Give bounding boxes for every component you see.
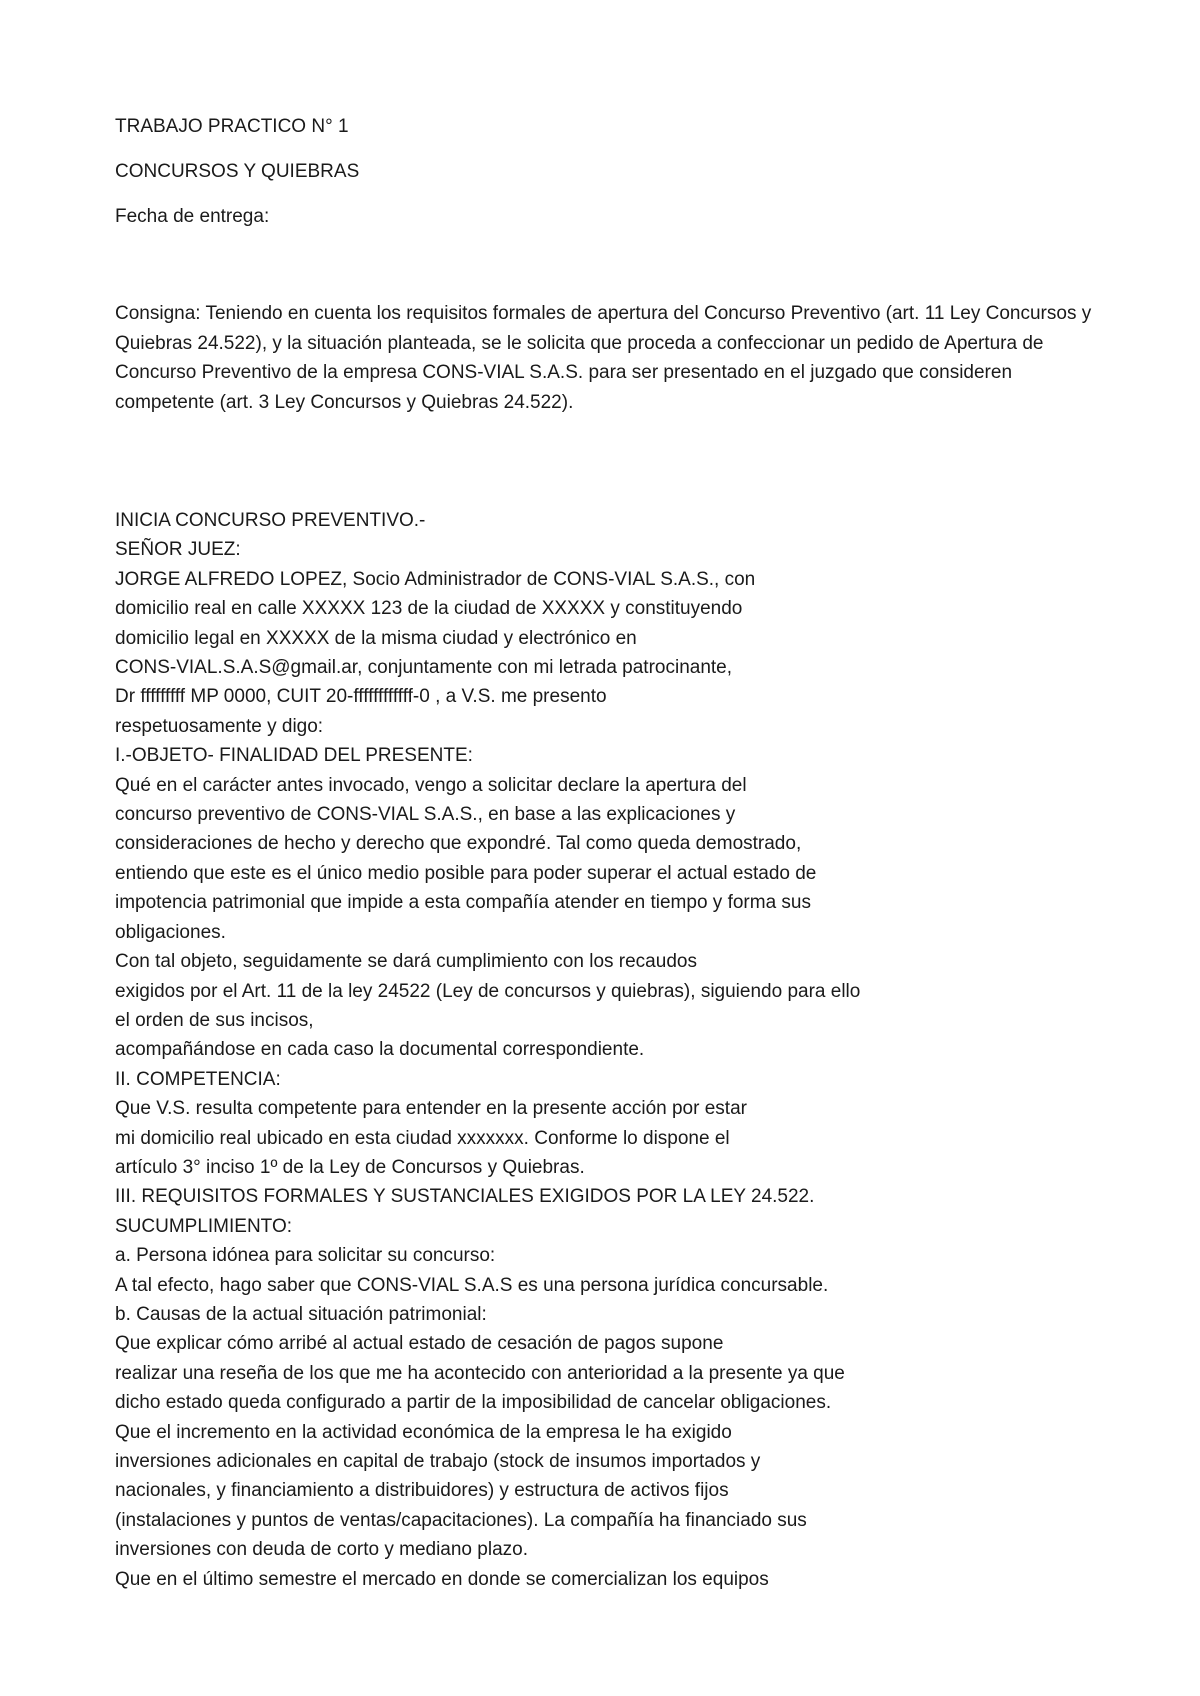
body-line: Que V.S. resulta competente para entender en la presente acción por estar (115, 1098, 747, 1120)
body-line: domicilio real en calle XXXXX 123 de la ciudad de XXXXX y constituyendo (115, 598, 743, 620)
body-line: Dr fffffffff MP 0000, CUIT 20-ffffffffffff-0 , a V.S. me presento (115, 686, 607, 708)
assignment-title: TRABAJO PRACTICO N° 1 (115, 116, 349, 137)
body-line: (instalaciones y puntos de ventas/capacitaciones). La compañía ha financiado sus (115, 1509, 807, 1531)
body-line: mi domicilio real ubicado en esta ciudad xxxxxxx. Conforme lo dispone el (115, 1127, 730, 1149)
body-line: b. Causas de la actual situación patrimonial: (115, 1303, 487, 1325)
document-header (115, 115, 1115, 250)
body-line: SEÑOR JUEZ: (115, 539, 241, 561)
body-line: inversiones con deuda de corto y mediano plazo. (115, 1539, 528, 1561)
body-line: nacionales, y financiamiento a distribuidores) y estructura de activos fijos (115, 1480, 729, 1502)
body-line: domicilio legal en XXXXX de la misma ciudad y electrónico en (115, 627, 637, 649)
body-line: dicho estado queda configurado a partir de la imposibilidad de cancelar obligaciones. (115, 1392, 832, 1414)
body-line: a. Persona idónea para solicitar su concurso: (115, 1245, 496, 1267)
body-line: Qué en el carácter antes invocado, vengo a solicitar declare la apertura del (115, 774, 747, 796)
body-line: acompañándose en cada caso la documental correspondiente. (115, 1039, 645, 1061)
body-line: artículo 3° inciso 1º de la Ley de Concursos y Quiebras. (115, 1156, 585, 1178)
body-line: Que el incremento en la actividad económica de la empresa le ha exigido (115, 1421, 732, 1443)
body-line: Que explicar cómo arribé al actual estado de cesación de pagos supone (115, 1333, 724, 1355)
body-line: consideraciones de hecho y derecho que expondré. Tal como queda demostrado, (115, 833, 802, 855)
body-line: concurso preventivo de CONS-VIAL S.A.S., en base a las explicaciones y (115, 804, 736, 826)
body-line: Que en el último semestre el mercado en donde se comercializan los equipos (115, 1568, 769, 1590)
subject-title: CONCURSOS Y QUIEBRAS (115, 161, 360, 182)
body-line: el orden de sus incisos, (115, 1009, 314, 1031)
due-date-label: Fecha de entrega: (115, 206, 270, 227)
body-line: I.-OBJETO- FINALIDAD DEL PRESENTE: (115, 745, 473, 767)
body-line: JORGE ALFREDO LOPEZ, Socio Administrador de CONS-VIAL S.A.S., con (115, 568, 756, 590)
body-line: III. REQUISITOS FORMALES Y SUSTANCIALES EXIGIDOS POR LA LEY 24.522. (115, 1186, 815, 1208)
document-body (115, 506, 1115, 1594)
body-line: A tal efecto, hago saber que CONS-VIAL S.A.S es una persona jurídica concursable. (115, 1274, 829, 1296)
body-line: entiendo que este es el único medio posible para poder superar el actual estado de (115, 862, 817, 884)
body-line: II. COMPETENCIA: (115, 1068, 281, 1090)
body-line: inversiones adicionales en capital de trabajo (stock de insumos importados y (115, 1451, 761, 1472)
body-line: respetuosamente y digo: (115, 715, 324, 737)
body-line: exigidos por el Art. 11 de la ley 24522 (Ley de concursos y quiebras), siguiendo para ello (115, 980, 861, 1002)
consigna-paragraph: Consigna: Teniendo en cuenta los requisitos formales de apertura del Concurso Preventivo (art. 11 Ley Concursos y Quiebras 24.522), y la situación planteada, se le solicita que proceda a confeccionar un pedido de Apertura de Concurso Preventivo de la empresa CONS-VIAL S.A.S. para ser presentado en el juzgado que consideren competente (art. 3 Ley Concursos y Quiebras 24.522). (115, 303, 1092, 413)
body-line: impotencia patrimonial que impide a esta compañía atender en tiempo y forma sus (115, 892, 811, 914)
body-line: Con tal objeto, seguidamente se dará cumplimiento con los recaudos (115, 951, 697, 973)
body-line: obligaciones. (115, 921, 226, 943)
body-line: CONS-VIAL.S.A.S@gmail.ar, conjuntamente con mi letrada patrocinante, (115, 657, 733, 679)
body-line: realizar una reseña de los que me ha acontecido con anterioridad a la presente ya que (115, 1362, 845, 1384)
body-line: INICIA CONCURSO PREVENTIVO.- (115, 510, 426, 531)
body-line: SUCUMPLIMIENTO: (115, 1215, 293, 1237)
